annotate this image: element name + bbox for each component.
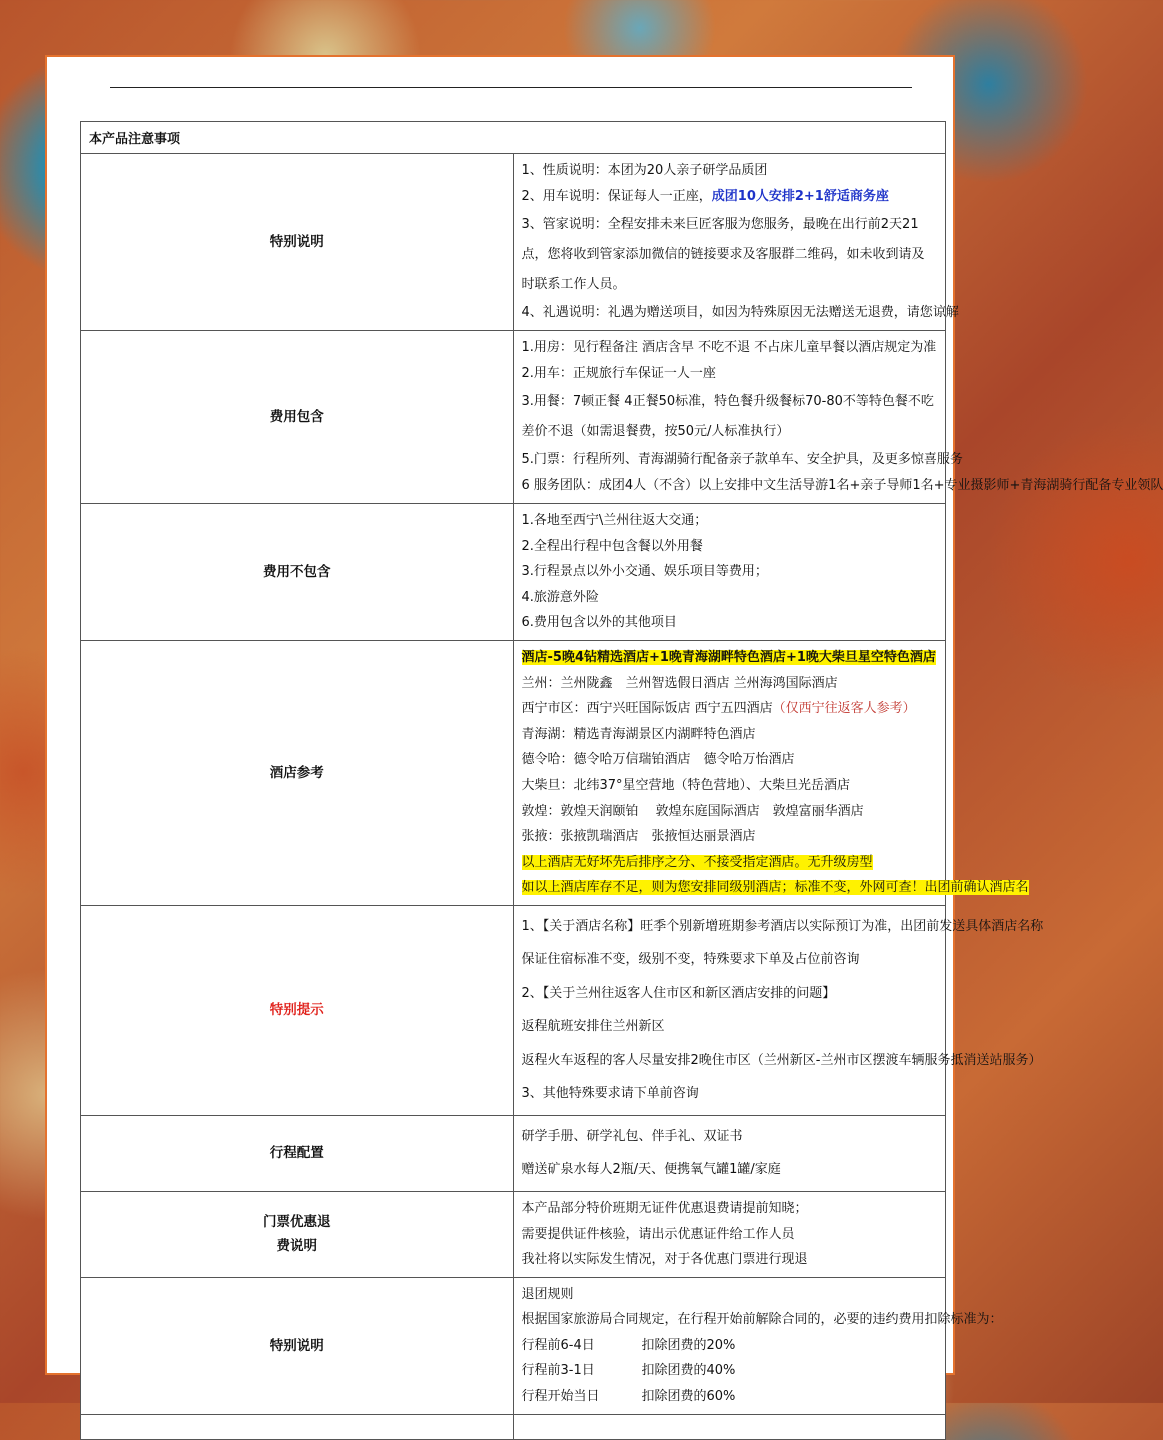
hotel-summary-plus: + bbox=[785, 649, 797, 665]
content-refund-rules bbox=[513, 1277, 1003, 1414]
excluded-meals: 2.全程出行程中包含餐以外用餐 bbox=[521, 538, 703, 554]
note-butler: 3、管家说明：全程安排未来巨匠客服为您服务，最晚在出行前2天21点，您将收到管家添加微信的链接要求及客服群二维码，如未收到请及时联系工作人员。 bbox=[521, 217, 925, 292]
note-nature: 1、性质说明：本团为20人亲子研学品质团 bbox=[521, 163, 768, 178]
refund-title: 退团规则 bbox=[521, 1286, 574, 1302]
empty-label-cell bbox=[81, 1414, 514, 1439]
hotel-dunhuang: 敦煌：敦煌天润颐铂 敦煌东庭国际酒店 敦煌富丽华酒店 bbox=[521, 803, 864, 819]
included-meals: 3.用餐：7顿正餐 4正餐50标准，特色餐升级餐标70-80不等特色餐不吃差价不退（如需退餐费，按50元/人标准执行） bbox=[521, 394, 934, 439]
excluded-other: 6.费用包含以外的其他项目 bbox=[521, 615, 677, 631]
refund-fee: 扣除团费的20% bbox=[641, 1337, 736, 1353]
hotel-note-stock bbox=[521, 875, 1029, 901]
content-hotels bbox=[513, 640, 1029, 905]
excluded-transport: 1.各地至西宁\兰州往返大交通； bbox=[521, 513, 708, 528]
tip-flight: 返程航班安排住兰州新区 bbox=[521, 1019, 665, 1035]
note-vehicle bbox=[522, 184, 938, 210]
hotel-delingha: 德令哈：德令哈万信瑞铂酒店 德令哈万怡酒店 bbox=[521, 752, 795, 768]
content-ticket-refund bbox=[513, 1191, 946, 1277]
refund-when: 行程开始当日 bbox=[521, 1389, 600, 1405]
label-included: 费用包含 bbox=[81, 331, 514, 504]
tip-standard: 保证住宿标准不变，级别不变，特殊要求下单及占位前咨询 bbox=[521, 952, 860, 968]
hotel-note-order bbox=[522, 850, 938, 876]
tip-lanzhou-title: 2、【关于兰州往返客人住市区和新区酒店安排的问题】 bbox=[521, 985, 836, 1001]
label-ticket-refund bbox=[81, 1191, 514, 1277]
tip-train: 返程火车返程的客人尽量安排2晚住市区（兰州新区-兰州市区摆渡车辆服务抵消送站服务） bbox=[521, 1052, 1042, 1068]
label-ticket-refund-line1: 门票优惠退 bbox=[263, 1214, 331, 1231]
refund-when: 行程前3-1日 bbox=[521, 1363, 595, 1379]
content-config bbox=[513, 1115, 946, 1191]
label-special-notes: 特别说明 bbox=[81, 154, 514, 331]
included-tickets: 5.门票：行程所列、青海湖骑行配备亲子款单车、安全护具，及更多惊喜服务 bbox=[521, 452, 963, 467]
hotel-xining-list: 西宁市区：西宁兴旺国际饭店 西宁五四酒店 bbox=[521, 701, 773, 717]
empty-content-cell bbox=[513, 1414, 946, 1439]
hotel-lanzhou: 兰州：兰州陇鑫 兰州智选假日酒店 兰州海鸿国际酒店 bbox=[521, 675, 838, 691]
label-tips: 特别提示 bbox=[81, 905, 514, 1115]
note-vehicle-highlight: 成团10人安排2+1舒适商务座 bbox=[711, 189, 889, 204]
excluded-insurance: 4.旅游意外险 bbox=[521, 589, 599, 605]
row-ticket-refund bbox=[81, 1191, 946, 1277]
row-excluded bbox=[81, 504, 946, 641]
included-team: 6 服务团队：成团4人（不含）以上安排中文生活导游1名+亲子导师1名+专业摄影师+青海湖骑行配备专业领队 bbox=[521, 478, 1163, 493]
label-config: 行程配置 bbox=[81, 1115, 514, 1191]
row-refund-rules bbox=[81, 1277, 946, 1414]
refund-row bbox=[522, 1384, 938, 1410]
hotel-zhangye: 张掖：张掖凯瑞酒店 张掖恒达丽景酒店 bbox=[521, 829, 756, 845]
top-divider bbox=[110, 87, 912, 88]
note-gift: 4、礼遇说明：礼遇为赠送项目，如因为特殊原因无法赠送无退费，请您谅解 bbox=[521, 305, 959, 320]
label-hotels: 酒店参考 bbox=[81, 640, 514, 905]
label-ticket-refund-line2: 费说明 bbox=[276, 1238, 317, 1255]
ticket-note-1: 本产品部分特价班期无证件优惠退费请提前知晓； bbox=[521, 1200, 808, 1216]
config-gifts: 赠送矿泉水每人2瓶/天、便携氧气罐1罐/家庭 bbox=[521, 1162, 781, 1178]
hotel-qinghai: 青海湖：精选青海湖景区内湖畔特色酒店 bbox=[521, 726, 756, 742]
refund-fee: 扣除团费的60% bbox=[641, 1389, 736, 1405]
hotel-xining bbox=[522, 696, 938, 722]
row-included bbox=[81, 331, 946, 504]
hotel-xining-note: （仅西宁往返客人参考） bbox=[772, 701, 916, 717]
included-room: 1.用房：见行程备注 酒店含早 不吃不退 不占床儿童早餐以酒店规定为准 bbox=[521, 340, 937, 355]
refund-row bbox=[522, 1333, 938, 1359]
notes-table bbox=[80, 121, 1163, 1440]
hotel-summary-main: 酒店-5晚4钻精选酒店+1晚青海湖畔特色酒店 bbox=[521, 649, 786, 665]
label-excluded: 费用不包含 bbox=[81, 504, 514, 641]
tip-other: 3、其他特殊要求请下单前咨询 bbox=[521, 1086, 699, 1102]
label-refund-rules: 特别说明 bbox=[81, 1277, 514, 1414]
row-config bbox=[81, 1115, 946, 1191]
hotel-note-stock-text: 如以上酒店库存不足，则为您安排同级别酒店；标准不变，外网可查！出团前确认酒店名 bbox=[521, 880, 1029, 896]
row-special-notes bbox=[81, 154, 946, 331]
table-title: 本产品注意事项 bbox=[81, 122, 946, 154]
row-tips bbox=[81, 905, 946, 1115]
hotel-summary bbox=[522, 645, 938, 671]
refund-row bbox=[522, 1358, 938, 1384]
ticket-note-3: 我社将以实际发生情况，对于各优惠门票进行现退 bbox=[521, 1252, 808, 1268]
content-excluded bbox=[513, 504, 946, 641]
ticket-note-2: 需要提供证件核验，请出示优惠证件给工作人员 bbox=[521, 1226, 795, 1242]
included-vehicle: 2.用车：正规旅行车保证一人一座 bbox=[521, 366, 716, 381]
hotel-note-order-text: 以上酒店无好坏先后排序之分、不接受指定酒店。无升级房型 bbox=[521, 854, 873, 870]
content-special-notes bbox=[513, 154, 959, 331]
content-tips bbox=[513, 905, 1044, 1115]
hotel-dachaidan: 大柴旦：北纬37°星空营地（特色营地）、大柴旦光岳酒店 bbox=[521, 777, 851, 793]
refund-intro: 根据国家旅游局合同规定，在行程开始前解除合同的，必要的违约费用扣除标准为： bbox=[521, 1312, 1003, 1328]
note-vehicle-text: 2、用车说明：保证每人一正座， bbox=[521, 189, 712, 204]
config-items: 研学手册、研学礼包、伴手礼、双证书 bbox=[521, 1128, 743, 1144]
refund-when: 行程前6-4日 bbox=[521, 1337, 595, 1353]
tip-hotel-name: 1、【关于酒店名称】旺季个别新增班期参考酒店以实际预订为准，出团前发送具体酒店名称 bbox=[521, 918, 1044, 934]
excluded-extras: 3.行程景点以外小交通、娱乐项目等费用； bbox=[521, 564, 768, 580]
content-included bbox=[513, 331, 1163, 504]
table-header-row bbox=[81, 122, 946, 154]
refund-fee: 扣除团费的40% bbox=[641, 1363, 736, 1379]
hotel-summary-dachaidan: 1晚大柴旦星空特色酒店 bbox=[796, 649, 936, 665]
row-hotels bbox=[81, 640, 946, 905]
row-empty bbox=[81, 1414, 946, 1439]
